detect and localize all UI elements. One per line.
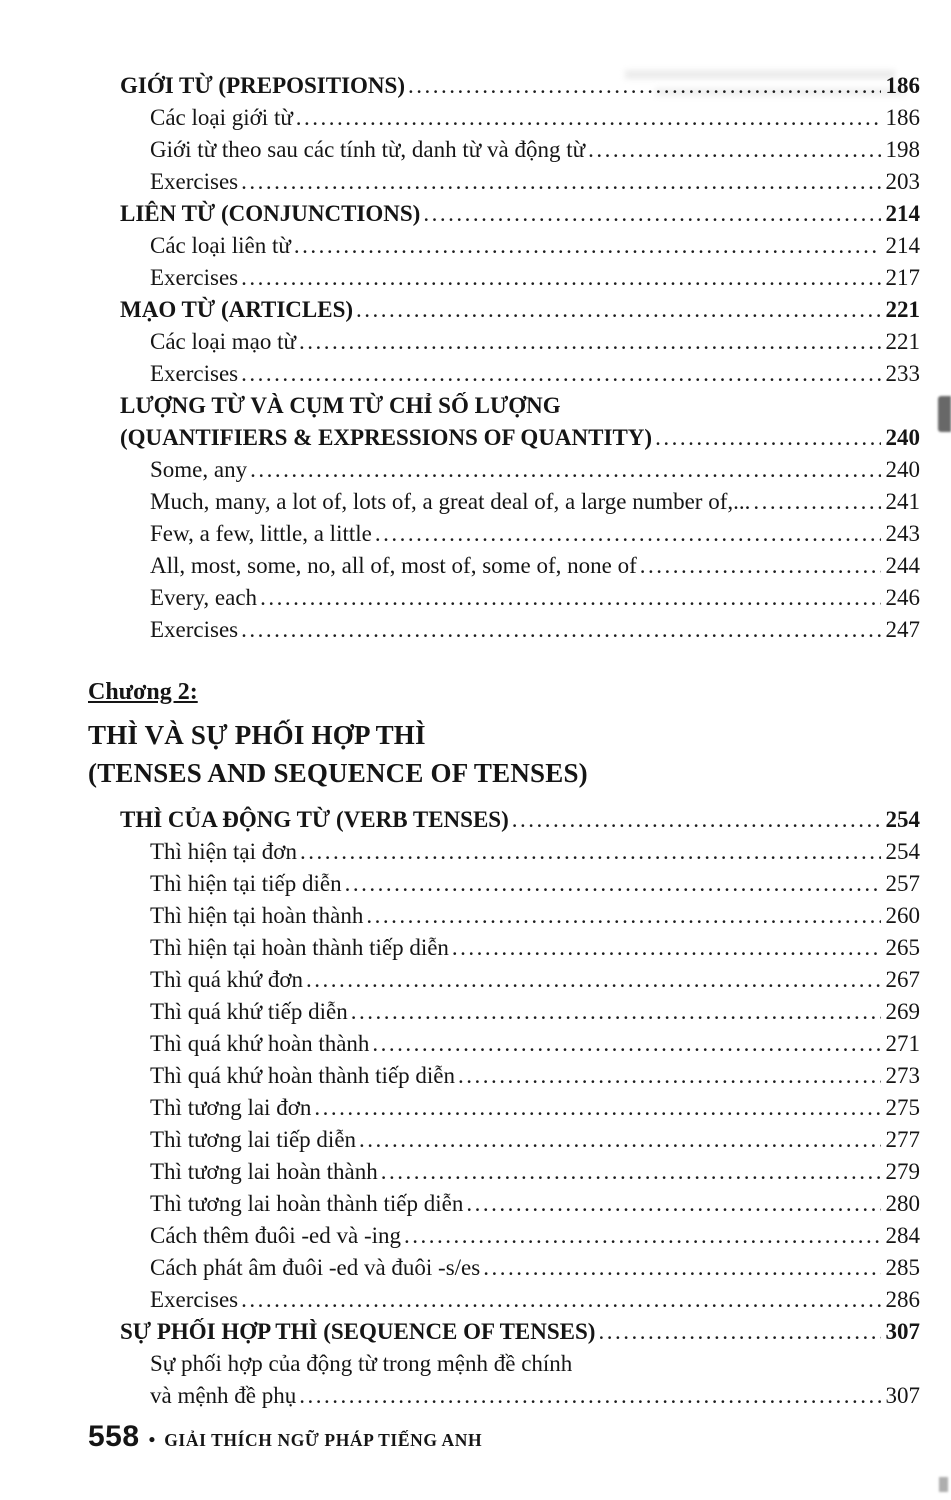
toc-entry [150, 550, 920, 582]
toc-entry [120, 1316, 920, 1348]
toc-entry-page: 244 [885, 553, 920, 578]
toc-entry-title: Thì hiện tại đơn [150, 839, 297, 864]
toc-section-chapter1 [88, 70, 920, 646]
toc-entry-page: 280 [885, 1191, 920, 1216]
toc-entry [150, 326, 920, 358]
toc-entry-page: 254 [885, 807, 920, 832]
toc-entry [150, 1252, 920, 1284]
toc-entry [120, 804, 920, 836]
toc-entry-title: Exercises [150, 361, 239, 386]
chapter-title-line2: (TENSES AND SEQUENCE OF TENSES) [88, 758, 588, 788]
toc-entry-title: Thì quá khứ hoàn thành tiếp diễn [150, 1063, 456, 1088]
dot-leader [241, 166, 880, 198]
dot-leader [356, 294, 880, 326]
toc-entry [150, 932, 920, 964]
page-footer [88, 1420, 482, 1454]
toc-entry [150, 166, 920, 198]
toc-entry-page: 198 [885, 137, 920, 162]
dot-leader [408, 70, 881, 102]
toc-entry-title: Every, each [150, 585, 258, 610]
dot-leader [366, 900, 880, 932]
toc-entry-page: 271 [885, 1031, 920, 1056]
toc-entry [150, 1060, 920, 1092]
dot-leader [458, 1060, 880, 1092]
toc-entry-page: 260 [885, 903, 920, 928]
dot-leader [466, 1188, 880, 1220]
toc-entry [150, 454, 920, 486]
toc-entry [150, 262, 920, 294]
toc-entry-page: 233 [885, 361, 920, 386]
toc-entry-title: Cách phát âm đuôi -ed và đuôi -s/es [150, 1255, 481, 1280]
toc-entry-page: 214 [885, 233, 920, 258]
toc-entry [150, 868, 920, 900]
dot-leader [314, 1092, 880, 1124]
toc-entry-page: 267 [885, 967, 920, 992]
chapter-heading [88, 674, 920, 792]
toc-entry-title: Thì tương lai đơn [150, 1095, 312, 1120]
toc-entry-page: 240 [885, 425, 920, 450]
dot-leader [372, 1028, 880, 1060]
dot-leader [381, 1156, 881, 1188]
toc-entry-title: (QUANTIFIERS & EXPRESSIONS OF QUANTITY) [120, 425, 653, 450]
toc-entry [150, 486, 920, 518]
toc-entry [120, 390, 920, 422]
toc-entry-title: Thì quá khứ hoàn thành [150, 1031, 370, 1056]
toc-entry [150, 230, 920, 262]
toc-entry [120, 294, 920, 326]
toc-entry-title: SỰ PHỐI HỢP THÌ (SEQUENCE OF TENSES) [120, 1319, 596, 1344]
dot-leader [299, 1380, 880, 1412]
toc-entry-title: Some, any [150, 457, 248, 482]
dot-leader [359, 1124, 880, 1156]
toc-entry-page: 273 [885, 1063, 920, 1088]
toc-entry [150, 1220, 920, 1252]
dot-leader [345, 868, 881, 900]
footer-bullet: • [148, 1430, 156, 1451]
toc-entry-page: 257 [885, 871, 920, 896]
toc-entry [120, 198, 920, 230]
dot-leader [483, 1252, 880, 1284]
toc-entry-title: MẠO TỪ (ARTICLES) [120, 297, 354, 322]
toc-entry-title: Exercises [150, 169, 239, 194]
dot-leader [375, 518, 881, 550]
toc-entry [150, 102, 920, 134]
dot-leader [241, 358, 880, 390]
dot-leader [294, 230, 881, 262]
toc-entry-title: và mệnh đề phụ [150, 1383, 297, 1408]
toc-entry-page: 307 [885, 1319, 920, 1344]
toc-entry-page: 275 [885, 1095, 920, 1120]
toc-entry-title: Much, many, a lot of, lots of, a great deal of, a large number of,... [150, 489, 751, 514]
toc-entry-page: 243 [885, 521, 920, 546]
toc-entry-title: LIÊN TỪ (CONJUNCTIONS) [120, 201, 421, 226]
toc-entry-title: Exercises [150, 617, 239, 642]
toc-entry-title: Các loại mạo từ [150, 329, 296, 354]
toc-entry-page: 214 [885, 201, 920, 226]
dot-leader [404, 1220, 880, 1252]
toc-entry-title: Exercises [150, 1287, 239, 1312]
toc-entry-title: All, most, some, no, all of, most of, some of, none of [150, 553, 637, 578]
dot-leader [250, 454, 880, 486]
toc-entry [150, 1092, 920, 1124]
toc-entry-page: 285 [885, 1255, 920, 1280]
toc-entry-title: Thì quá khứ đơn [150, 967, 304, 992]
toc-section-chapter2 [88, 804, 920, 1412]
dot-leader [241, 262, 880, 294]
toc-entry-page: 221 [885, 297, 920, 322]
dot-leader [640, 550, 881, 582]
toc-entry-page: 265 [885, 935, 920, 960]
toc-entry-title: Exercises [150, 265, 239, 290]
toc-entry [150, 1284, 920, 1316]
toc-entry-page: 247 [885, 617, 920, 642]
toc-entry-page: 279 [885, 1159, 920, 1184]
toc-entry-title: Thì hiện tại hoàn thành [150, 903, 364, 928]
dot-leader [512, 804, 881, 836]
toc-entry-page: 241 [885, 489, 920, 514]
chapter-title-line1: THÌ VÀ SỰ PHỐI HỢP THÌ [88, 720, 426, 750]
dot-leader [655, 422, 880, 454]
toc-entry-title: GIỚI TỪ (PREPOSITIONS) [120, 73, 405, 98]
footer-book-title: GIẢI THÍCH NGỮ PHÁP TIẾNG ANH [164, 1430, 483, 1450]
toc-entry-page: 221 [885, 329, 920, 354]
toc-entry-title: Thì tương lai hoàn thành [150, 1159, 378, 1184]
toc-entry-title: Giới từ theo sau các tính từ, danh từ và động từ [150, 137, 586, 162]
toc-entry [150, 614, 920, 646]
toc-entry-title: Cách thêm đuôi -ed và -ing [150, 1223, 402, 1248]
toc-entry [150, 964, 920, 996]
dot-leader [296, 102, 881, 134]
toc-entry-page: 246 [885, 585, 920, 610]
toc-entry [120, 422, 920, 454]
table-of-contents [88, 70, 920, 1412]
toc-entry-title: Các loại liên từ [150, 233, 291, 258]
scan-artifact [939, 1477, 948, 1492]
scan-artifact [938, 396, 951, 432]
dot-leader [351, 996, 881, 1028]
toc-entry-page: 186 [885, 105, 920, 130]
toc-entry-title: LƯỢNG TỪ VÀ CỤM TỪ CHỈ SỐ LƯỢNG [120, 393, 561, 418]
dot-leader [300, 836, 881, 868]
toc-entry-page: 286 [885, 1287, 920, 1312]
toc-entry-title: THÌ CỦA ĐỘNG TỪ (VERB TENSES) [120, 807, 509, 832]
toc-entry [150, 582, 920, 614]
toc-entry-title: Thì hiện tại hoàn thành tiếp diễn [150, 935, 449, 960]
dot-leader [306, 964, 880, 996]
toc-entry [150, 358, 920, 390]
dot-leader [598, 1316, 880, 1348]
chapter-label: Chương 2: [88, 679, 198, 705]
dot-leader [241, 1284, 880, 1316]
toc-entry-page: 277 [885, 1127, 920, 1152]
toc-entry-page: 186 [885, 73, 920, 98]
toc-entry-page: 269 [885, 999, 920, 1024]
toc-entry [150, 1380, 920, 1412]
dot-leader [753, 486, 880, 518]
toc-entry-page: 307 [885, 1383, 920, 1408]
toc-entry-title: Thì hiện tại tiếp diễn [150, 871, 342, 896]
toc-entry-page: 203 [885, 169, 920, 194]
dot-leader [241, 614, 880, 646]
toc-entry [150, 1188, 920, 1220]
dot-leader [588, 134, 880, 166]
toc-entry [150, 1348, 920, 1380]
toc-entry [150, 518, 920, 550]
toc-entry-title: Thì tương lai tiếp diễn [150, 1127, 357, 1152]
dot-leader [260, 582, 880, 614]
toc-entry-title: Few, a few, little, a little [150, 521, 372, 546]
toc-entry [150, 134, 920, 166]
toc-entry-title: Sự phối hợp của động từ trong mệnh đề chính [150, 1351, 573, 1376]
toc-entry [150, 1124, 920, 1156]
toc-entry [150, 836, 920, 868]
toc-entry-title: Thì quá khứ tiếp diễn [150, 999, 348, 1024]
toc-entry-title: Các loại giới từ [150, 105, 293, 130]
toc-entry [150, 1028, 920, 1060]
toc-entry [150, 1156, 920, 1188]
toc-entry-page: 254 [885, 839, 920, 864]
dot-leader [423, 198, 880, 230]
toc-entry-page: 240 [885, 457, 920, 482]
toc-entry [120, 70, 920, 102]
toc-entry-title: Thì tương lai hoàn thành tiếp diễn [150, 1191, 464, 1216]
dot-leader [452, 932, 881, 964]
toc-entry-page: 284 [885, 1223, 920, 1248]
dot-leader [299, 326, 881, 358]
toc-entry [150, 996, 920, 1028]
footer-page-number: 558 [88, 1420, 140, 1453]
toc-entry [150, 900, 920, 932]
toc-entry-page: 217 [885, 265, 920, 290]
